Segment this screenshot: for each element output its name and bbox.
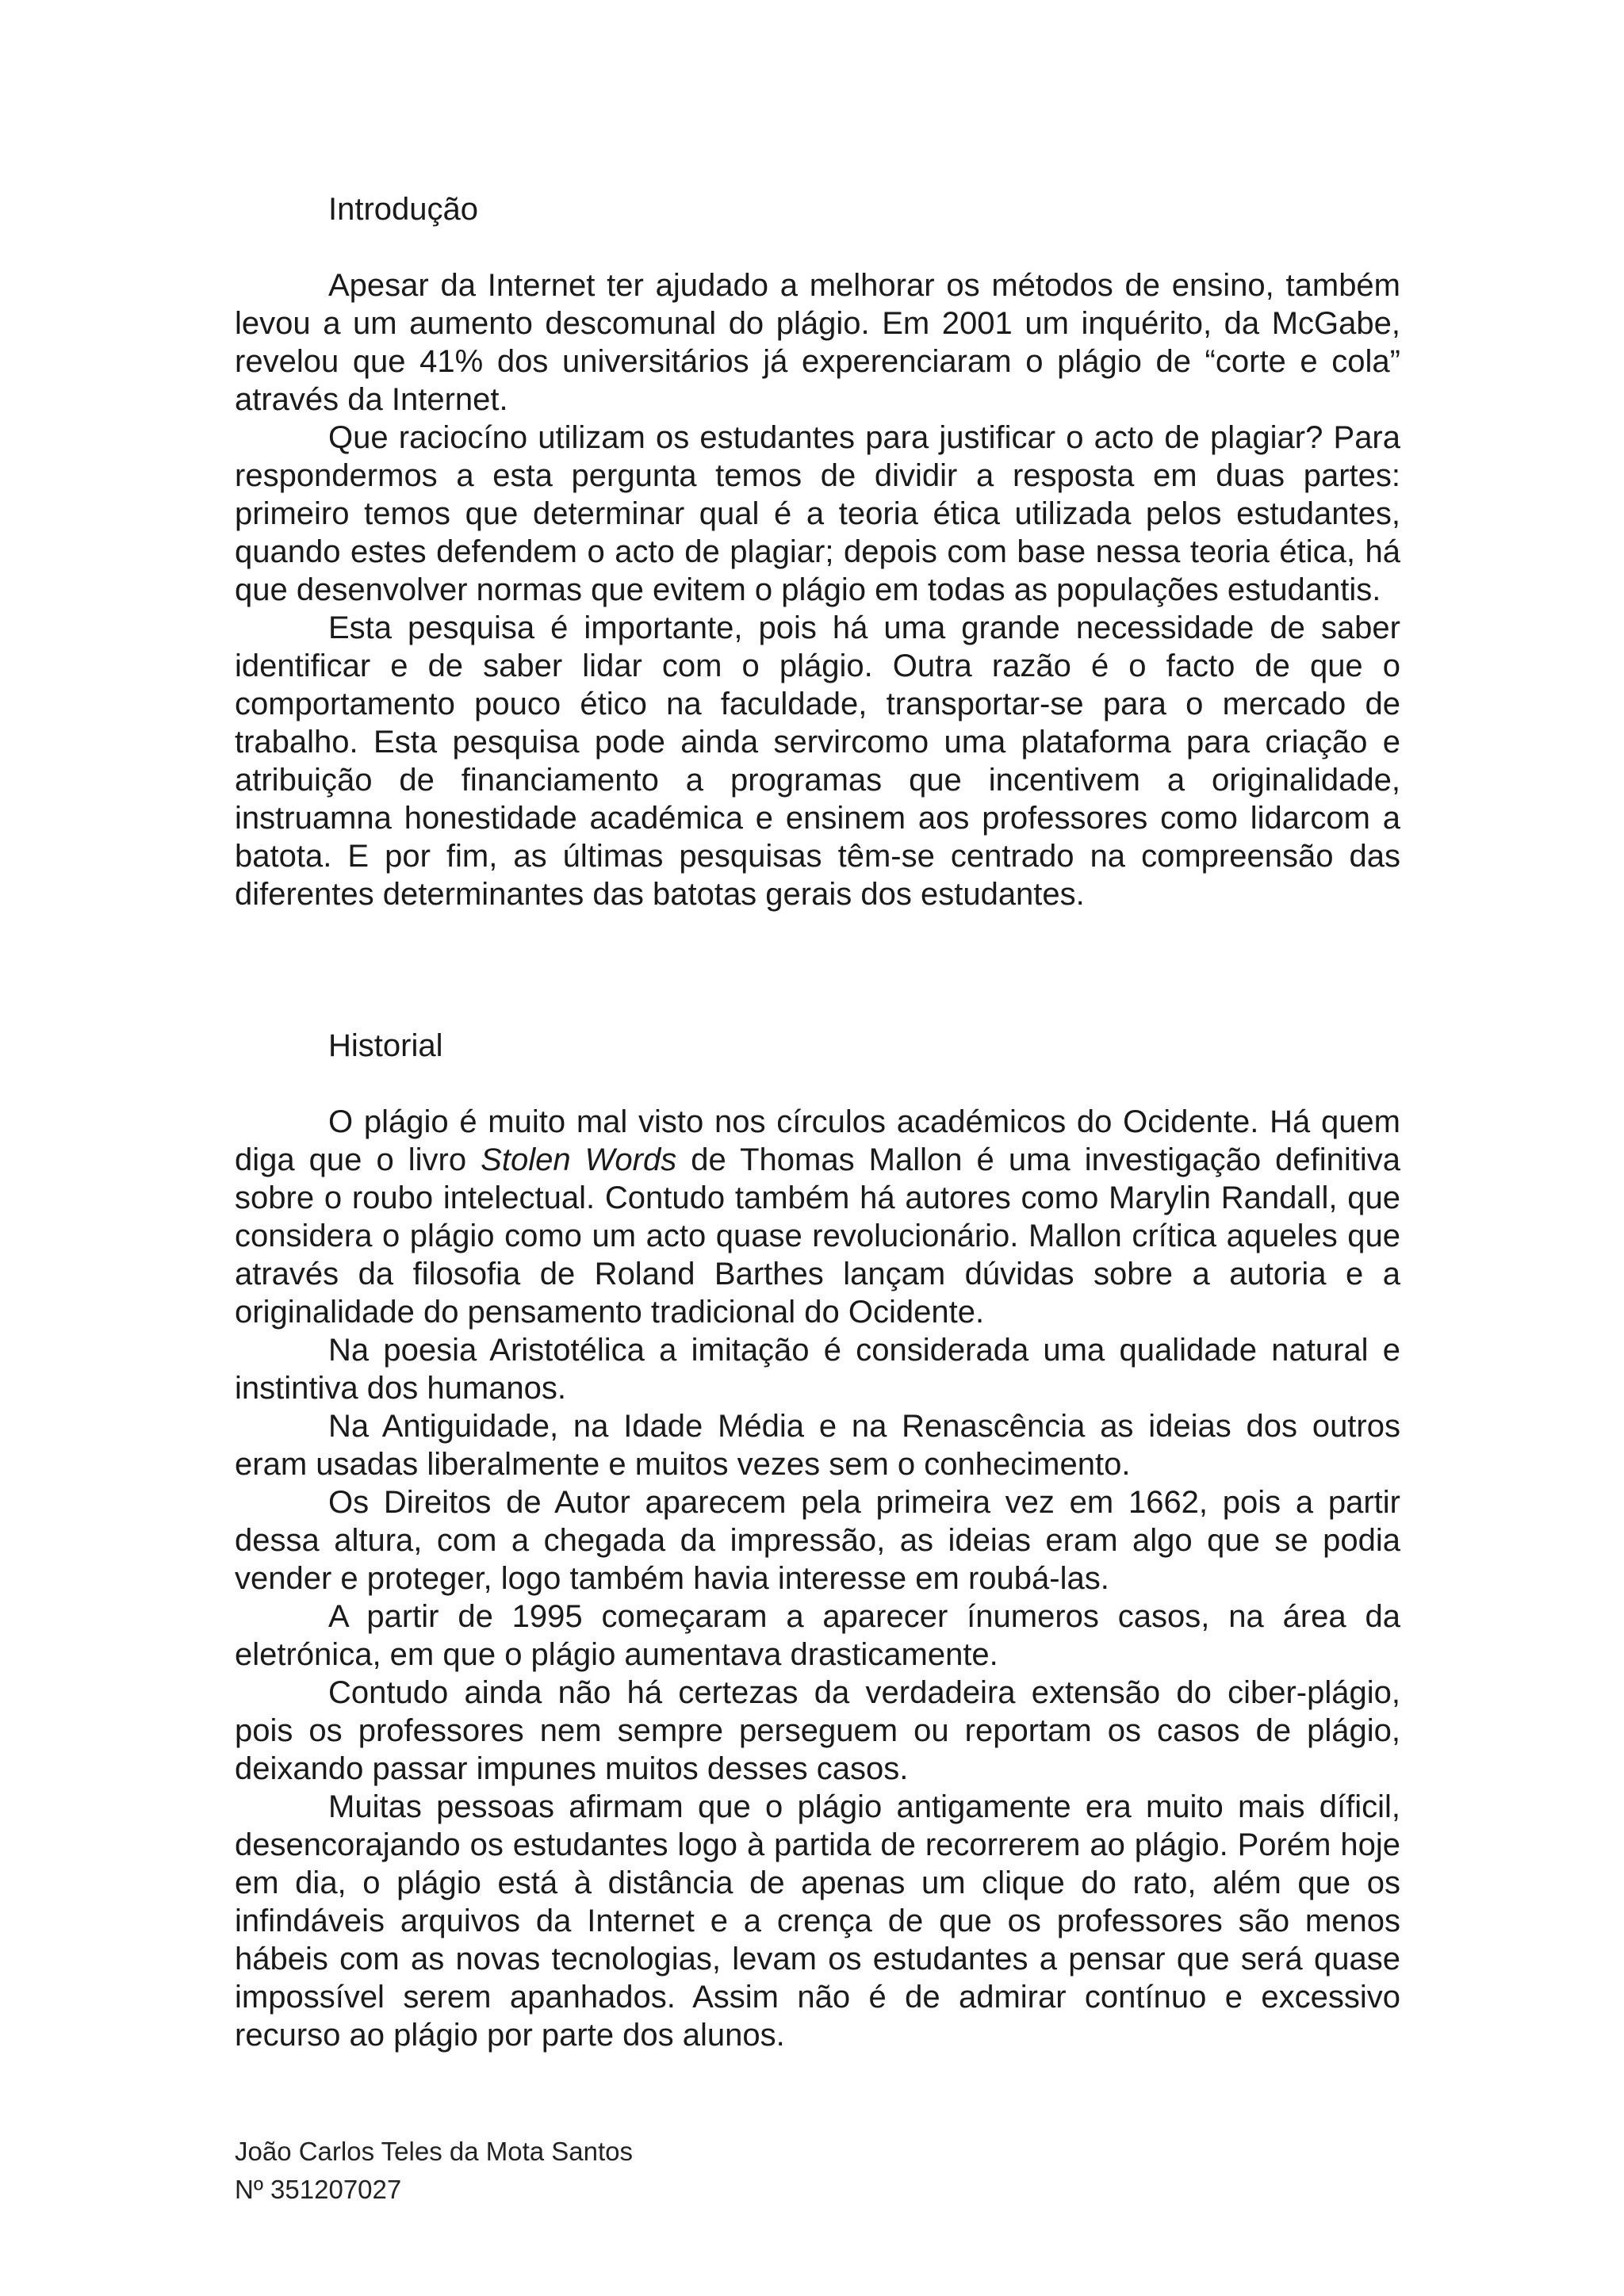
intro-paragraph-3: Esta pesquisa é importante, pois há uma grande necessidade de saber identificar e de saber lidar com o plágio. Outra razão é o facto de que o comportamento pouco ético na faculdade, transportar-se para o mercado de trabalho. Esta pesquisa pode ainda servircomo uma plataforma para criação e atribuição de financiamento a programas que incentivem a originalidade, instruamna honestidade académica e ensinem aos professores como lidarcom a batota. E por fim, as últimas pesquisas têm-se centrado na compreensão das diferentes determinantes das batotas gerais dos estudantes. (235, 610, 1400, 912)
historial-paragraph-7: Muitas pessoas afirmam que o plágio antigamente era muito mais díficil, desencorajando os estudantes logo à partida de recorrerem ao plágio. Porém hoje em dia, o plágio está à distância de apenas um clique do rato, além que os infindáveis arquivos da Internet e a crença de que os professores são menos hábeis com as novas tecnologias, levam os estudantes a pensar que será quase impossível serem apanhados. Assim não é de admirar contínuo e excessivo recurso ao plágio por parte dos alunos. (235, 1789, 1400, 2053)
historial-paragraph-1 (235, 1103, 1400, 1331)
historial-p1-text-after: de Thomas Mallon é uma investigação definitiva sobre o roubo intelectual. Contudo também há autores como Marylin Randall, que considera o plágio como um acto quase revolucionário. Mallon crítica aqueles que através da filosofia de Roland Barthes lançam dúvidas sobre a autoria e a originalidade do pensamento tradicional do Ocidente. (235, 1142, 1400, 1330)
footer-student-number: Nº 351207027 (235, 2175, 402, 2204)
page-footer (235, 2133, 633, 2209)
section-heading-introducao: Introdução (328, 192, 479, 227)
historial-paragraph-6: Contudo ainda não há certezas da verdadeira extensão do ciber-plágio, pois os professores nem sempre perseguem ou reportam os casos de plágio, deixando passar impunes muitos desses casos. (235, 1675, 1400, 1786)
book-title-italic: Stolen Words (481, 1142, 677, 1177)
intro-paragraph-2: Que raciocíno utilizam os estudantes para justificar o acto de plagiar? Para respondermos a esta pergunta temos de dividir a resposta em duas partes: primeiro temos que determinar qual é a teoria ética utilizada pelos estudantes, quando estes defendem o acto de plagiar; depois com base nessa teoria ética, há que desenvolver normas que evitem o plágio em todas as populações estudantis. (235, 420, 1400, 607)
historial-paragraph-4: Os Direitos de Autor aparecem pela primeira vez em 1662, pois a partir dessa altura, com a chegada da impressão, as ideias eram algo que se podia vender e proteger, logo também havia interesse em roubá-las. (235, 1485, 1400, 1596)
spacer (235, 913, 1400, 1027)
spacer (235, 1065, 1400, 1103)
spacer (235, 228, 1400, 266)
document-body (235, 190, 1400, 2054)
historial-paragraph-3: Na Antiguidade, na Idade Média e na Renascência as ideias dos outros eram usadas liberalmente e muitos vezes sem o conhecimento. (235, 1409, 1400, 1482)
historial-p1-text-before: O plágio é muito mal visto nos círculos académicos do Ocidente. Há quem diga que o livro (235, 1104, 1400, 1177)
section-heading-historial: Historial (328, 1028, 443, 1063)
historial-paragraph-5: A partir de 1995 começaram a aparecer ínumeros casos, na área da eletrónica, em que o plágio aumentava drasticamente. (235, 1599, 1400, 1672)
footer-author-name: João Carlos Teles da Mota Santos (235, 2137, 634, 2166)
intro-paragraph-1: Apesar da Internet ter ajudado a melhorar os métodos de ensino, também levou a um aumento descomunal do plágio. Em 2001 um inquérito, da McGabe, revelou que 41% dos universitários já experenciaram o plágio de “corte e cola” através da Internet. (235, 268, 1400, 417)
historial-paragraph-2: Na poesia Aristotélica a imitação é considerada uma qualidade natural e instintiva dos humanos. (235, 1333, 1400, 1406)
